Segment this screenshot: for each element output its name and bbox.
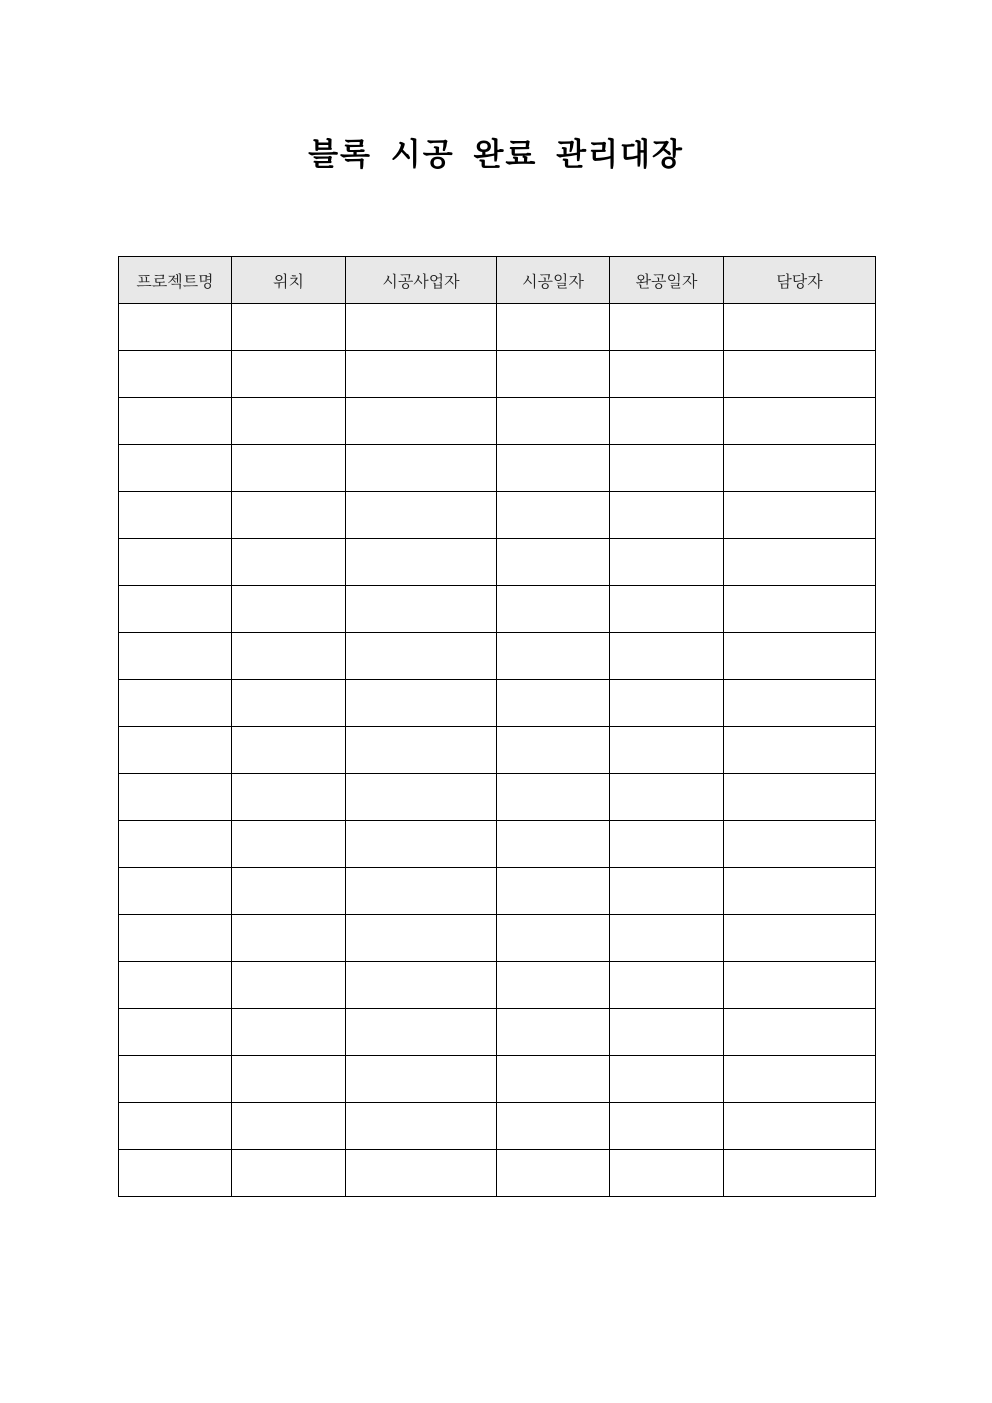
cell-project-name[interactable]: [119, 868, 232, 915]
cell-project-name[interactable]: [119, 915, 232, 962]
cell-contractor[interactable]: [346, 962, 497, 1009]
table-row: [119, 1103, 876, 1150]
cell-contractor[interactable]: [346, 1150, 497, 1197]
cell-construction-date[interactable]: [497, 539, 610, 586]
cell-construction-date[interactable]: [497, 1103, 610, 1150]
cell-contractor[interactable]: [346, 586, 497, 633]
table-row: [119, 586, 876, 633]
cell-project-name[interactable]: [119, 1056, 232, 1103]
cell-manager[interactable]: [724, 586, 876, 633]
cell-manager[interactable]: [724, 915, 876, 962]
cell-location[interactable]: [232, 586, 346, 633]
cell-manager[interactable]: [724, 1150, 876, 1197]
cell-completion-date[interactable]: [610, 586, 724, 633]
table-row: [119, 304, 876, 351]
cell-contractor[interactable]: [346, 727, 497, 774]
cell-completion-date[interactable]: [610, 1103, 724, 1150]
table-row: [119, 962, 876, 1009]
cell-construction-date[interactable]: [497, 351, 610, 398]
table-row: [119, 398, 876, 445]
table-row: [119, 351, 876, 398]
cell-construction-date[interactable]: [497, 1009, 610, 1056]
cell-construction-date[interactable]: [497, 1150, 610, 1197]
cell-project-name[interactable]: [119, 445, 232, 492]
cell-project-name[interactable]: [119, 1103, 232, 1150]
table-row: [119, 680, 876, 727]
table-body: [119, 304, 876, 1197]
cell-manager[interactable]: [724, 774, 876, 821]
cell-project-name[interactable]: [119, 1150, 232, 1197]
cell-project-name[interactable]: [119, 680, 232, 727]
table-row: [119, 539, 876, 586]
cell-location[interactable]: [232, 398, 346, 445]
header-construction-date: 시공일자: [497, 257, 610, 304]
cell-construction-date[interactable]: [497, 727, 610, 774]
cell-completion-date[interactable]: [610, 539, 724, 586]
cell-manager[interactable]: [724, 821, 876, 868]
cell-contractor[interactable]: [346, 774, 497, 821]
cell-project-name[interactable]: [119, 586, 232, 633]
cell-contractor[interactable]: [346, 868, 497, 915]
cell-completion-date[interactable]: [610, 1009, 724, 1056]
cell-project-name[interactable]: [119, 774, 232, 821]
page-title: 블록 시공 완료 관리대장: [308, 137, 684, 173]
cell-construction-date[interactable]: [497, 445, 610, 492]
cell-contractor[interactable]: [346, 445, 497, 492]
cell-manager[interactable]: [724, 398, 876, 445]
cell-completion-date[interactable]: [610, 727, 724, 774]
cell-manager[interactable]: [724, 680, 876, 727]
table-row: [119, 868, 876, 915]
cell-construction-date[interactable]: [497, 962, 610, 1009]
cell-contractor[interactable]: [346, 539, 497, 586]
cell-completion-date[interactable]: [610, 1150, 724, 1197]
cell-contractor[interactable]: [346, 821, 497, 868]
cell-project-name[interactable]: [119, 633, 232, 680]
cell-construction-date[interactable]: [497, 774, 610, 821]
cell-construction-date[interactable]: [497, 915, 610, 962]
cell-location[interactable]: [232, 1103, 346, 1150]
cell-location[interactable]: [232, 304, 346, 351]
cell-completion-date[interactable]: [610, 492, 724, 539]
cell-location[interactable]: [232, 821, 346, 868]
cell-manager[interactable]: [724, 492, 876, 539]
table-row: [119, 915, 876, 962]
table-row: [119, 1056, 876, 1103]
table-row: [119, 727, 876, 774]
cell-location[interactable]: [232, 1150, 346, 1197]
cell-project-name[interactable]: [119, 398, 232, 445]
cell-contractor[interactable]: [346, 304, 497, 351]
cell-project-name[interactable]: [119, 1009, 232, 1056]
cell-location[interactable]: [232, 680, 346, 727]
cell-location[interactable]: [232, 445, 346, 492]
cell-completion-date[interactable]: [610, 351, 724, 398]
cell-manager[interactable]: [724, 727, 876, 774]
cell-completion-date[interactable]: [610, 1056, 724, 1103]
table-row: [119, 1150, 876, 1197]
cell-contractor[interactable]: [346, 351, 497, 398]
cell-manager[interactable]: [724, 962, 876, 1009]
cell-location[interactable]: [232, 727, 346, 774]
cell-construction-date[interactable]: [497, 821, 610, 868]
table-row: [119, 445, 876, 492]
cell-manager[interactable]: [724, 1009, 876, 1056]
cell-construction-date[interactable]: [497, 868, 610, 915]
cell-manager[interactable]: [724, 1056, 876, 1103]
cell-manager[interactable]: [724, 868, 876, 915]
cell-contractor[interactable]: [346, 1009, 497, 1056]
table-header-row: [119, 257, 876, 304]
cell-contractor[interactable]: [346, 1103, 497, 1150]
cell-project-name[interactable]: [119, 351, 232, 398]
cell-location[interactable]: [232, 351, 346, 398]
cell-completion-date[interactable]: [610, 445, 724, 492]
ledger-table: [118, 256, 876, 1197]
cell-contractor[interactable]: [346, 915, 497, 962]
cell-location[interactable]: [232, 868, 346, 915]
header-contractor: 시공사업자: [346, 257, 497, 304]
header-location: 위치: [232, 257, 346, 304]
cell-completion-date[interactable]: [610, 774, 724, 821]
cell-completion-date[interactable]: [610, 868, 724, 915]
cell-contractor[interactable]: [346, 398, 497, 445]
cell-completion-date[interactable]: [610, 915, 724, 962]
cell-project-name[interactable]: [119, 539, 232, 586]
cell-location[interactable]: [232, 962, 346, 1009]
cell-manager[interactable]: [724, 539, 876, 586]
cell-construction-date[interactable]: [497, 492, 610, 539]
table-row: [119, 1009, 876, 1056]
header-project-name: 프로젝트명: [119, 257, 232, 304]
cell-project-name[interactable]: [119, 962, 232, 1009]
cell-manager[interactable]: [724, 304, 876, 351]
table-row: [119, 492, 876, 539]
cell-contractor[interactable]: [346, 680, 497, 727]
cell-location[interactable]: [232, 915, 346, 962]
cell-construction-date[interactable]: [497, 680, 610, 727]
cell-completion-date[interactable]: [610, 680, 724, 727]
cell-location[interactable]: [232, 774, 346, 821]
cell-contractor[interactable]: [346, 1056, 497, 1103]
cell-completion-date[interactable]: [610, 304, 724, 351]
table-row: [119, 774, 876, 821]
cell-project-name[interactable]: [119, 821, 232, 868]
cell-construction-date[interactable]: [497, 586, 610, 633]
cell-manager[interactable]: [724, 633, 876, 680]
cell-contractor[interactable]: [346, 633, 497, 680]
table-row: [119, 633, 876, 680]
cell-manager[interactable]: [724, 351, 876, 398]
cell-completion-date[interactable]: [610, 962, 724, 1009]
cell-location[interactable]: [232, 539, 346, 586]
header-manager: 담당자: [724, 257, 876, 304]
cell-location[interactable]: [232, 492, 346, 539]
cell-contractor[interactable]: [346, 492, 497, 539]
cell-construction-date[interactable]: [497, 304, 610, 351]
cell-construction-date[interactable]: [497, 1056, 610, 1103]
cell-location[interactable]: [232, 1056, 346, 1103]
cell-project-name[interactable]: [119, 727, 232, 774]
cell-construction-date[interactable]: [497, 633, 610, 680]
cell-project-name[interactable]: [119, 492, 232, 539]
header-completion-date: 완공일자: [610, 257, 724, 304]
cell-completion-date[interactable]: [610, 398, 724, 445]
cell-location[interactable]: [232, 1009, 346, 1056]
cell-project-name[interactable]: [119, 304, 232, 351]
cell-manager[interactable]: [724, 1103, 876, 1150]
cell-completion-date[interactable]: [610, 633, 724, 680]
cell-location[interactable]: [232, 633, 346, 680]
cell-completion-date[interactable]: [610, 821, 724, 868]
table-row: [119, 821, 876, 868]
cell-construction-date[interactable]: [497, 398, 610, 445]
cell-manager[interactable]: [724, 445, 876, 492]
